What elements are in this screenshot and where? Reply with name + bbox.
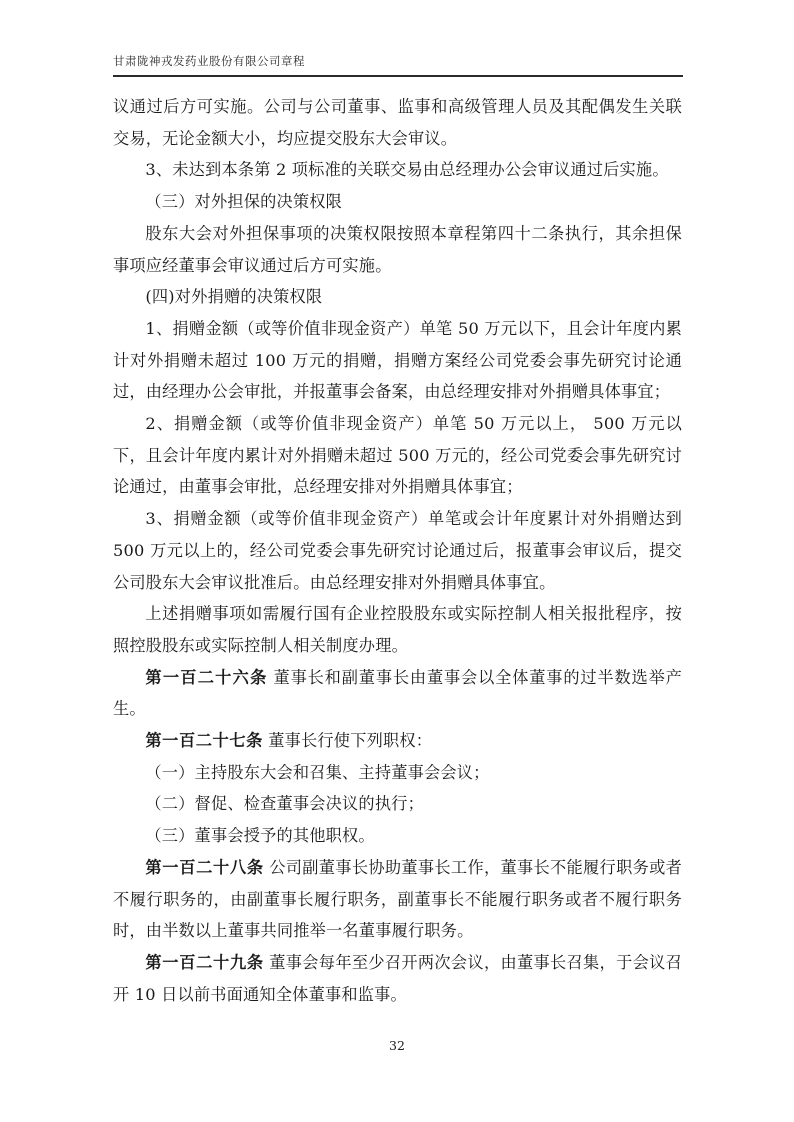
paragraph-text: （二）督促、检查董事会决议的执行；: [145, 794, 424, 814]
paragraph: [113, 281, 682, 313]
paragraph: [113, 788, 682, 820]
paragraph: [113, 218, 682, 281]
paragraph: [113, 725, 682, 757]
paragraph: [113, 154, 682, 186]
paragraph-text: 股东大会对外担保事项的决策权限按照本章程第四十二条执行，其余担保事项应经董事会审议通过后方可实施。: [113, 223, 682, 275]
paragraph: [113, 503, 682, 598]
article-number: 第一百二十七条: [145, 731, 263, 751]
paragraph-text: （一）主持股东大会和召集、主持董事会会议；: [145, 762, 490, 782]
paragraph-text: 1、捐赠金额（或等价值非现金资产）单笔 50 万元以下，且会计年度内累计对外捐赠未超过 100 万元的捐赠，捐赠方案经公司党委会事先研究讨论通过，由经理办公会审批，并报董事会备案，由总经理安排对外捐赠具体事宜；: [113, 318, 682, 402]
paragraph-text: 2、捐赠金额（或等价值非现金资产）单笔 50 万元以上， 500 万元以下，且会计年度内累计对外捐赠未超过 500 万元的，经公司党委会事先研究讨论通过，由董事会审批，总经理安排对外捐赠具体事宜；: [113, 414, 682, 497]
paragraph-text: 议通过后方可实施。公司与公司董事、监事和高级管理人员及其配偶发生关联交易，无论金额大小，均应提交股东大会审议。: [113, 97, 682, 148]
paragraph: [113, 852, 682, 947]
paragraph-text: 公司副董事长协助董事长工作，董事长不能履行职务或者不履行职务的，由副董事长履行职务，副董事长不能履行职务或者不履行职务时，由半数以上董事共同推举一名董事履行职务。: [113, 857, 683, 941]
paragraph: [113, 313, 682, 408]
paragraph: [113, 408, 682, 503]
paragraph-text: 董事会每年至少召开两次会议，由董事长召集，于会议召开 10 日以前书面通知全体董事和监事。: [113, 952, 683, 1004]
paragraph: [113, 91, 682, 154]
paragraph: [113, 757, 682, 789]
paragraph: [113, 947, 682, 1010]
paragraph-text: （三）对外担保的决策权限: [145, 192, 343, 212]
header-title: 甘肃陇神戎发药业股份有限公司章程: [113, 54, 305, 68]
paragraph-text: 3、捐赠金额（或等价值非现金资产）单笔或会计年度累计对外捐赠达到 500 万元以上的，经公司党委会事先研究讨论通过后，报董事会审议后，提交公司股东大会审议批准后。由总经理安排对外捐赠具体事宜。: [113, 509, 682, 592]
paragraph-text: 上述捐赠事项如需履行国有企业控股股东或实际控制人相关报批程序，按照控股股东或实际控制人相关制度办理。: [113, 604, 682, 655]
paragraph: [113, 186, 682, 218]
paragraph-text: （三）董事会授予的其他职权。: [145, 826, 375, 846]
paragraph: [113, 820, 682, 852]
paragraph: [113, 662, 682, 725]
paragraph-text: (四)对外捐赠的决策权限: [145, 287, 323, 307]
paragraph: [113, 598, 682, 661]
page-header: [113, 54, 683, 77]
article-number: 第一百二十六条: [145, 667, 268, 687]
paragraph-text: 董事长和副董事长由董事会以全体董事的过半数选举产生。: [113, 667, 682, 719]
document-body: [113, 91, 682, 1010]
page-footer: [0, 1038, 794, 1054]
article-number: 第一百二十九条: [145, 952, 264, 972]
page-number: 32: [389, 1038, 405, 1053]
paragraph-text: 3、未达到本条第 2 项标准的关联交易由总经理办公会审议通过后实施。: [145, 160, 669, 180]
paragraph-text: 董事长行使下列职权：: [262, 731, 433, 751]
article-number: 第一百二十八条: [145, 857, 264, 877]
